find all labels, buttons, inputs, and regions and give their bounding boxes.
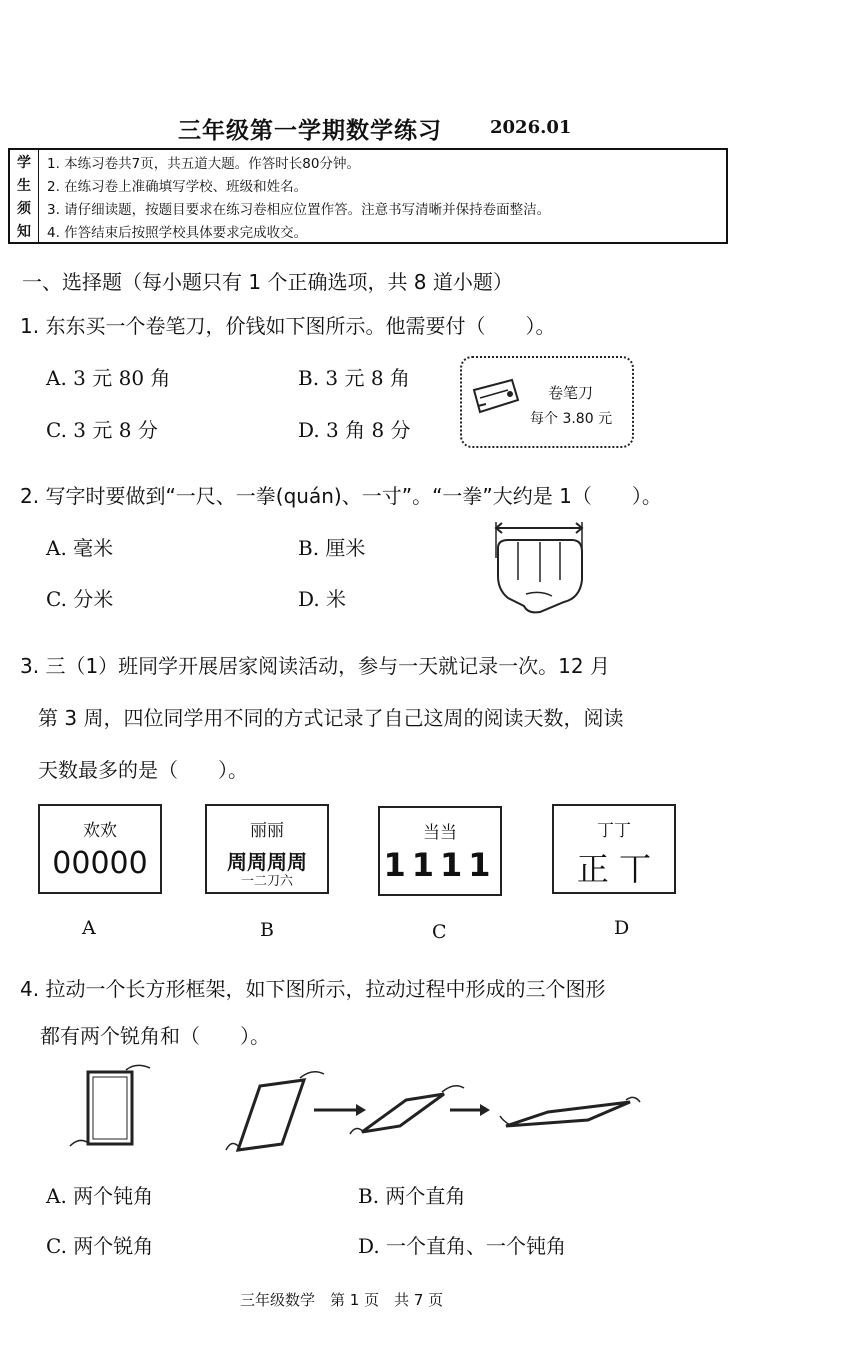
question-4-line1: 4. 拉动一个长方形框架，如下图所示，拉动过程中形成的三个图形 bbox=[20, 977, 606, 1001]
card-name: 欢欢 bbox=[83, 821, 117, 841]
notice-item: 2. 在练习卷上准确填写学校、班级和姓名。 bbox=[47, 178, 308, 195]
student-notice-box bbox=[8, 148, 728, 244]
fist-icon bbox=[488, 518, 588, 618]
notice-side-label bbox=[10, 150, 39, 242]
q4-option-b[interactable]: B. 两个直角 bbox=[358, 1184, 466, 1208]
card-record: 1111 bbox=[383, 846, 497, 884]
exam-date: 2026.01 bbox=[490, 117, 572, 138]
record-card-b bbox=[205, 804, 329, 894]
question-3-line1: 3. 三（1）班同学开展居家阅读活动，参与一天就记录一次。12 月 bbox=[20, 654, 610, 678]
q2-option-a[interactable]: A. 毫米 bbox=[46, 536, 114, 560]
section-heading: 一、选择题（每小题只有 1 个正确选项，共 8 道小题） bbox=[22, 270, 513, 294]
notice-side-char: 须 bbox=[17, 200, 31, 217]
q4-option-d[interactable]: D. 一个直角、一个钝角 bbox=[358, 1234, 567, 1258]
question-2-stem: 2. 写字时要做到“一尺、一拳(quán)、一寸”。“一拳”大约是 1（ ）。 bbox=[20, 484, 662, 508]
card-name: 丽丽 bbox=[250, 821, 284, 841]
card-label-d[interactable]: D bbox=[614, 917, 630, 939]
q1-option-b[interactable]: B. 3 元 8 角 bbox=[298, 366, 410, 390]
card-label-a[interactable]: A bbox=[82, 917, 96, 939]
notice-item: 1. 本练习卷共7页，共五道大题。作答时长80分钟。 bbox=[47, 155, 360, 172]
notice-side-char: 知 bbox=[17, 223, 31, 240]
q4-option-c[interactable]: C. 两个锐角 bbox=[46, 1234, 154, 1258]
q2-option-d[interactable]: D. 米 bbox=[298, 587, 347, 611]
price-tag-price: 每个 3.80 元 bbox=[530, 411, 613, 427]
record-card-c bbox=[378, 806, 502, 896]
card-label-b[interactable]: B bbox=[260, 919, 274, 941]
page-title: 三年级第一学期数学练习 bbox=[178, 118, 442, 144]
card-name: 丁丁 bbox=[597, 821, 631, 841]
card-name: 当当 bbox=[423, 823, 457, 843]
q1-option-d[interactable]: D. 3 角 8 分 bbox=[298, 418, 411, 442]
question-3-line2: 第 3 周，四位同学用不同的方式记录了自己这周的阅读天数，阅读 bbox=[38, 706, 624, 730]
price-tag bbox=[460, 356, 634, 448]
notice-item: 3. 请仔细读题，按题目要求在练习卷相应位置作答。注意书写清晰并保持卷面整洁。 bbox=[47, 201, 551, 218]
card-label-c[interactable]: C bbox=[432, 921, 447, 943]
question-3-line3: 天数最多的是（ ）。 bbox=[38, 758, 248, 782]
card-record: 正 丅 bbox=[576, 850, 652, 888]
notice-list bbox=[39, 150, 726, 242]
q2-option-b[interactable]: B. 厘米 bbox=[298, 536, 366, 560]
page-footer: 三年级数学 第 1 页 共 7 页 bbox=[240, 1291, 444, 1309]
notice-side-char: 生 bbox=[17, 177, 31, 194]
card-record: 周周周周 bbox=[227, 850, 307, 874]
q1-option-c[interactable]: C. 3 元 8 分 bbox=[46, 418, 158, 442]
pencil-sharpener-icon bbox=[468, 376, 524, 422]
notice-side-char: 学 bbox=[17, 154, 31, 171]
question-4-line2: 都有两个锐角和（ ）。 bbox=[40, 1024, 270, 1048]
q1-option-a[interactable]: A. 3 元 80 角 bbox=[46, 366, 171, 390]
q4-option-a[interactable]: A. 两个钝角 bbox=[46, 1184, 154, 1208]
frame-pulling-figure bbox=[60, 1060, 660, 1160]
q2-option-c[interactable]: C. 分米 bbox=[46, 587, 114, 611]
record-card-d bbox=[552, 804, 676, 894]
question-1-stem: 1. 东东买一个卷笔刀，价钱如下图所示。他需要付（ ）。 bbox=[20, 314, 556, 338]
record-card-a bbox=[38, 804, 162, 894]
notice-item: 4. 作答结束后按照学校具体要求完成收交。 bbox=[47, 224, 308, 241]
price-tag-name: 卷笔刀 bbox=[548, 384, 594, 402]
card-record: 00000 bbox=[52, 846, 148, 881]
card-record-sub: 一二刀六 bbox=[240, 874, 293, 889]
